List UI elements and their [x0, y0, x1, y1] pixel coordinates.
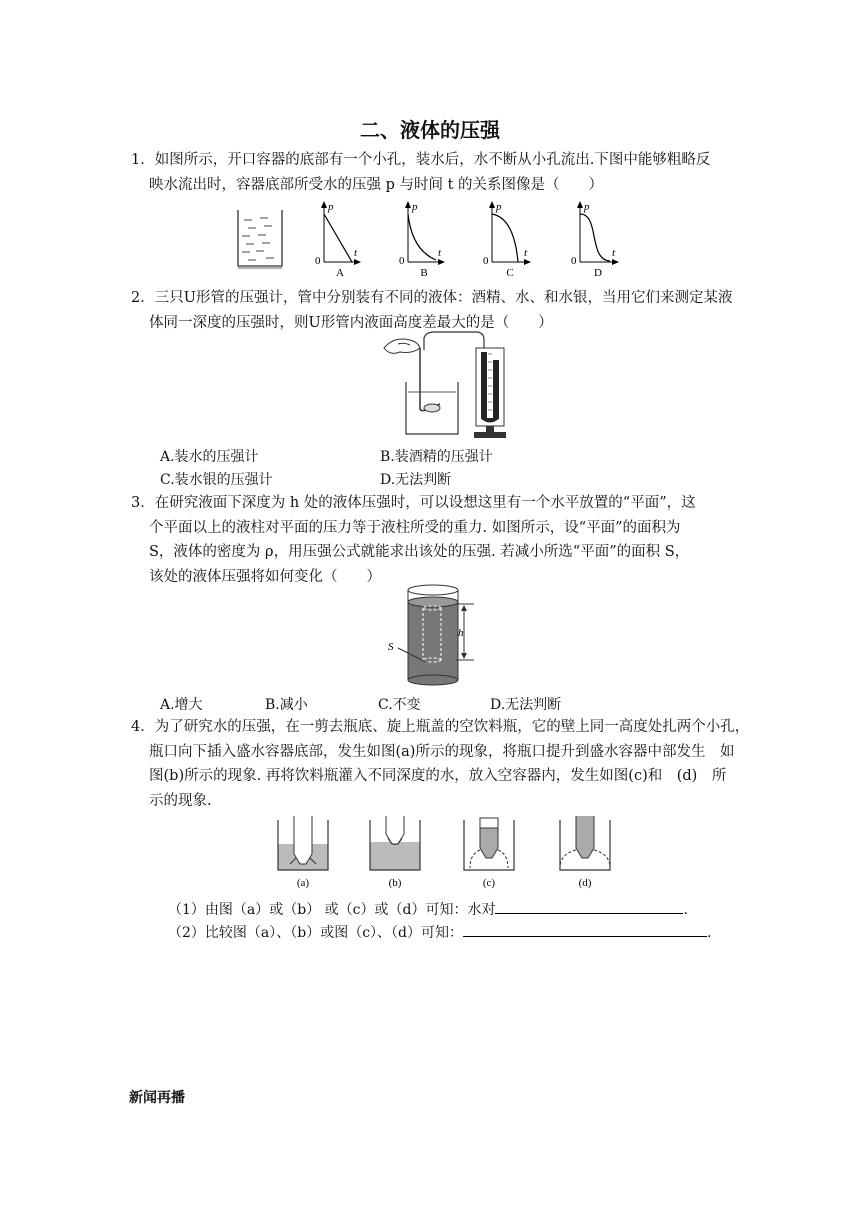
q4-sub2-answer-blank[interactable] — [463, 921, 707, 937]
q2-option-c: C.装水银的压强计 — [160, 472, 273, 488]
q4-sub1-answer-blank[interactable] — [495, 898, 683, 914]
graph-b — [398, 200, 446, 278]
q1-line-1: 1．如图所示，开口容器的底部有一个小孔，装水后，水不断从小孔流出.下图中能够粗略反 — [131, 152, 711, 168]
q4-line-1: 4．为了研究水的压强，在一剪去瓶底、旋上瓶盖的空饮料瓶，它的壁上同一高度处扎两个小孔， — [131, 719, 750, 735]
q3-label-s: S — [388, 641, 394, 653]
q4-line-4: 示的现象. — [149, 792, 212, 809]
question-2 — [131, 286, 751, 335]
bottle-figure-c — [460, 814, 520, 890]
graph-c-axis-t: t — [524, 247, 528, 259]
graph-b-axis-p: p — [412, 201, 418, 213]
pressure-gauge-figure — [380, 330, 510, 442]
q3-option-d: D.无法判断 — [490, 697, 562, 713]
q3-label-h: h — [458, 627, 464, 639]
q4-sub-question-2 — [168, 921, 711, 942]
graph-b-axis-t: t — [438, 247, 442, 259]
graph-b-label: B — [420, 267, 428, 279]
liquid-cylinder-figure — [386, 584, 486, 688]
q3-line-1: 3．在研究液面下深度为 h 处的液体压强时，可以设想这里有一个水平放置的“平面”，这 — [131, 495, 696, 511]
q3-option-a: A.增大 — [160, 697, 203, 713]
graph-a-axis-p: p — [328, 201, 334, 213]
q4-line-2: 瓶口向下插入盛水容器底部，发生如图(a)所示的现象，将瓶口提升到盛水容器中部发生 如 — [149, 743, 735, 760]
q4-sub2-text: （2）比较图（a）、（b）或图（c）、（d）可知： — [168, 925, 464, 941]
graph-d-axis-t: t — [612, 247, 616, 259]
q4-fig-label-b: (b) — [388, 877, 402, 889]
q2-line-1: 2．三只U形管的压强计，管中分别装有不同的液体：酒精、水、和水银，当用它们来测定某液 — [131, 290, 733, 306]
q2-option-b: B.装酒精的压强计 — [380, 449, 493, 465]
q4-line-3: 图(b)所示的现象. 再将饮料瓶灌入不同深度的水，放入空容器内，发生如图(c)和 (d) 所 — [149, 768, 727, 784]
graph-b-origin: 0 — [399, 255, 405, 267]
q1-line-2: 映水流出时，容器底部所受水的压强 p 与时间 t 的关系图像是（ ） — [149, 176, 604, 193]
bottle-figure-a — [274, 814, 334, 890]
q4-fig-label-a: (a) — [296, 877, 310, 889]
q4-sub1-period: . — [683, 902, 688, 918]
q2-option-d: D.无法判断 — [380, 472, 452, 488]
q3-line-4: 该处的液体压强将如何变化（ ） — [149, 568, 381, 585]
graph-d — [570, 200, 622, 278]
graph-c — [482, 200, 534, 278]
graph-c-axis-p: p — [496, 201, 502, 213]
q4-sub2-period: . — [707, 925, 712, 941]
graph-a-axis-t: t — [354, 247, 358, 259]
bottle-figure-b — [366, 814, 426, 890]
q4-sub1-text: （1）由图（a）或（b） 或（c）或（d）可知：水对 — [168, 902, 496, 918]
graph-d-axis-p: p — [584, 201, 590, 213]
graph-d-label: D — [594, 267, 602, 279]
question-3 — [131, 491, 751, 589]
graph-a — [314, 200, 362, 278]
question-1 — [131, 148, 751, 197]
footer-heading: 新闻再播 — [129, 1090, 185, 1106]
q3-line-3: S，液体的密度为 ρ，用压强公式就能求出该处的压强. 若减小所选“平面”的面积 S， — [149, 544, 690, 560]
graph-d-origin: 0 — [571, 255, 577, 267]
graph-a-origin: 0 — [315, 255, 321, 267]
graph-c-label: C — [506, 267, 514, 279]
leaking-container-figure — [236, 208, 286, 270]
q3-line-2: 个平面以上的液柱对平面的压力等于液柱所受的重力. 如图所示，设“平面”的面积为 — [149, 519, 681, 536]
graph-a-label: A — [336, 267, 344, 279]
q2-line-2: 体同一深度的压强时，则U形管内液面高度差最大的是（ ） — [149, 314, 553, 331]
q4-fig-label-c: (c) — [482, 877, 496, 889]
q3-option-b: B.减小 — [265, 697, 308, 713]
bottle-figure-d — [556, 814, 616, 890]
q4-fig-label-d: (d) — [578, 877, 592, 889]
question-4 — [131, 715, 751, 813]
page-title: 二、液体的压强 — [360, 118, 500, 142]
q2-option-a: A.装水的压强计 — [160, 449, 259, 465]
q3-option-c: C.不变 — [378, 697, 421, 713]
graph-c-origin: 0 — [483, 255, 489, 267]
q4-sub-question-1 — [168, 898, 688, 919]
